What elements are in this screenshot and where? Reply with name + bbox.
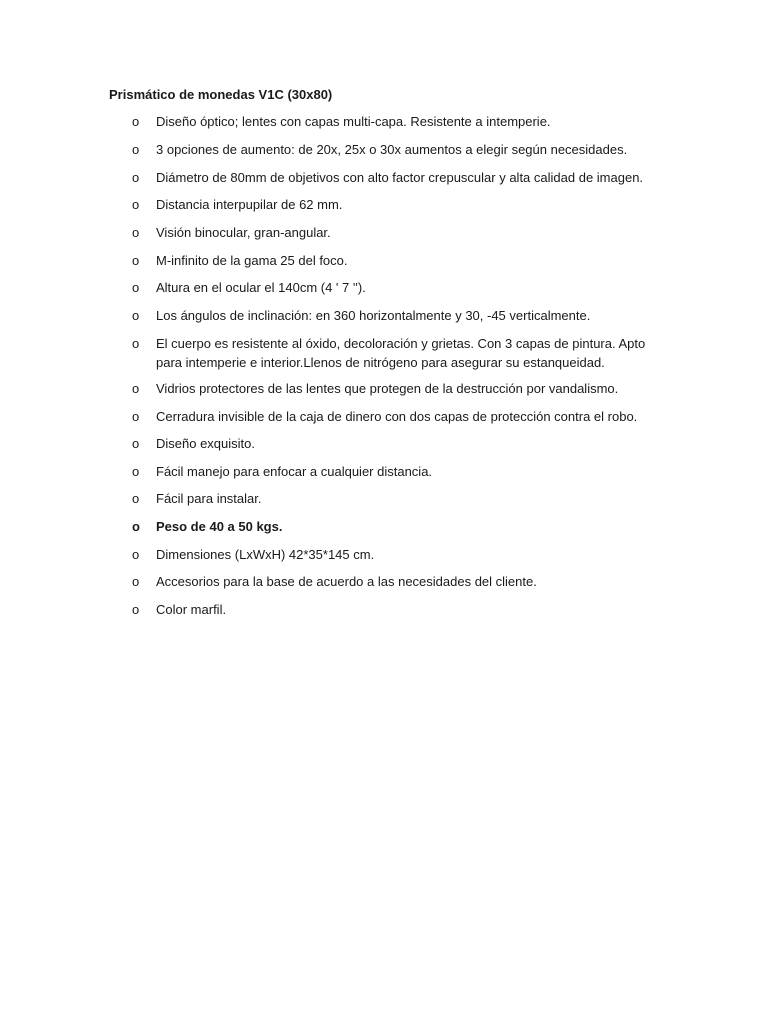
bullet-marker: o xyxy=(132,170,140,185)
list-item-text: Diseño exquisito. xyxy=(156,436,255,451)
bullet-marker: o xyxy=(132,197,140,212)
list-item-text: Diámetro de 80mm de objetivos con alto factor crepuscular y alta calidad de imagen. xyxy=(156,170,644,185)
list-item-text: Peso de 40 a 50 kgs. xyxy=(156,519,283,534)
list-item-text: Cerradura invisible de la caja de dinero con dos capas de protección contra el robo. xyxy=(156,409,638,424)
bullet-marker: o xyxy=(132,308,140,323)
list-item-text: Accesorios para la base de acuerdo a las necesidades del cliente. xyxy=(156,574,537,589)
list-item-text: 3 opciones de aumento: de 20x, 25x o 30x aumentos a elegir según necesidades. xyxy=(156,142,628,157)
list-item-text: Dimensiones (LxWxH) 42*35*145 cm. xyxy=(156,547,375,562)
list-item-text: Los ángulos de inclinación: en 360 horizontalmente y 30, -45 verticalmente. xyxy=(156,308,591,323)
bullet-marker: o xyxy=(132,253,140,268)
bullet-marker: o xyxy=(132,602,140,617)
bullet-marker: o xyxy=(132,114,140,129)
document-title: Prismático de monedas V1C (30x80) xyxy=(109,87,333,102)
list-item-text: Color marfil. xyxy=(156,602,227,617)
bullet-marker: o xyxy=(132,464,140,479)
list-item-text: Visión binocular, gran-angular. xyxy=(156,225,331,240)
bullet-marker: o xyxy=(132,547,140,562)
list-item-text: M-infinito de la gama 25 del foco. xyxy=(156,253,348,268)
bullet-marker: o xyxy=(132,491,140,506)
list-item-text: Altura en el ocular el 140cm (4 ' 7 ''). xyxy=(156,280,366,295)
bullet-marker: o xyxy=(132,574,140,589)
bullet-marker: o xyxy=(132,225,140,240)
list-item-text: Distancia interpupilar de 62 mm. xyxy=(156,197,343,212)
list-item-text: Diseño óptico; lentes con capas multi-capa. Resistente a intemperie. xyxy=(156,114,551,129)
list-item-text: Fácil manejo para enfocar a cualquier distancia. xyxy=(156,464,433,479)
list-item-text: Fácil para instalar. xyxy=(156,491,262,506)
bullet-marker: o xyxy=(132,336,140,351)
bullet-marker: o xyxy=(132,519,140,534)
bullet-marker: o xyxy=(132,381,140,396)
bullet-marker: o xyxy=(132,436,140,451)
list-item-text: Vidrios protectores de las lentes que protegen de la destrucción por vandalismo. xyxy=(156,381,619,396)
bullet-marker: o xyxy=(132,280,140,295)
list-item-text: El cuerpo es resistente al óxido, decoloración y grietas. Con 3 capas de pintura. Apto para intemperie e interior.Llenos de nitrógeno para asegurar su estanqueidad. xyxy=(156,336,646,370)
bullet-marker: o xyxy=(132,142,140,157)
bullet-marker: o xyxy=(132,409,140,424)
